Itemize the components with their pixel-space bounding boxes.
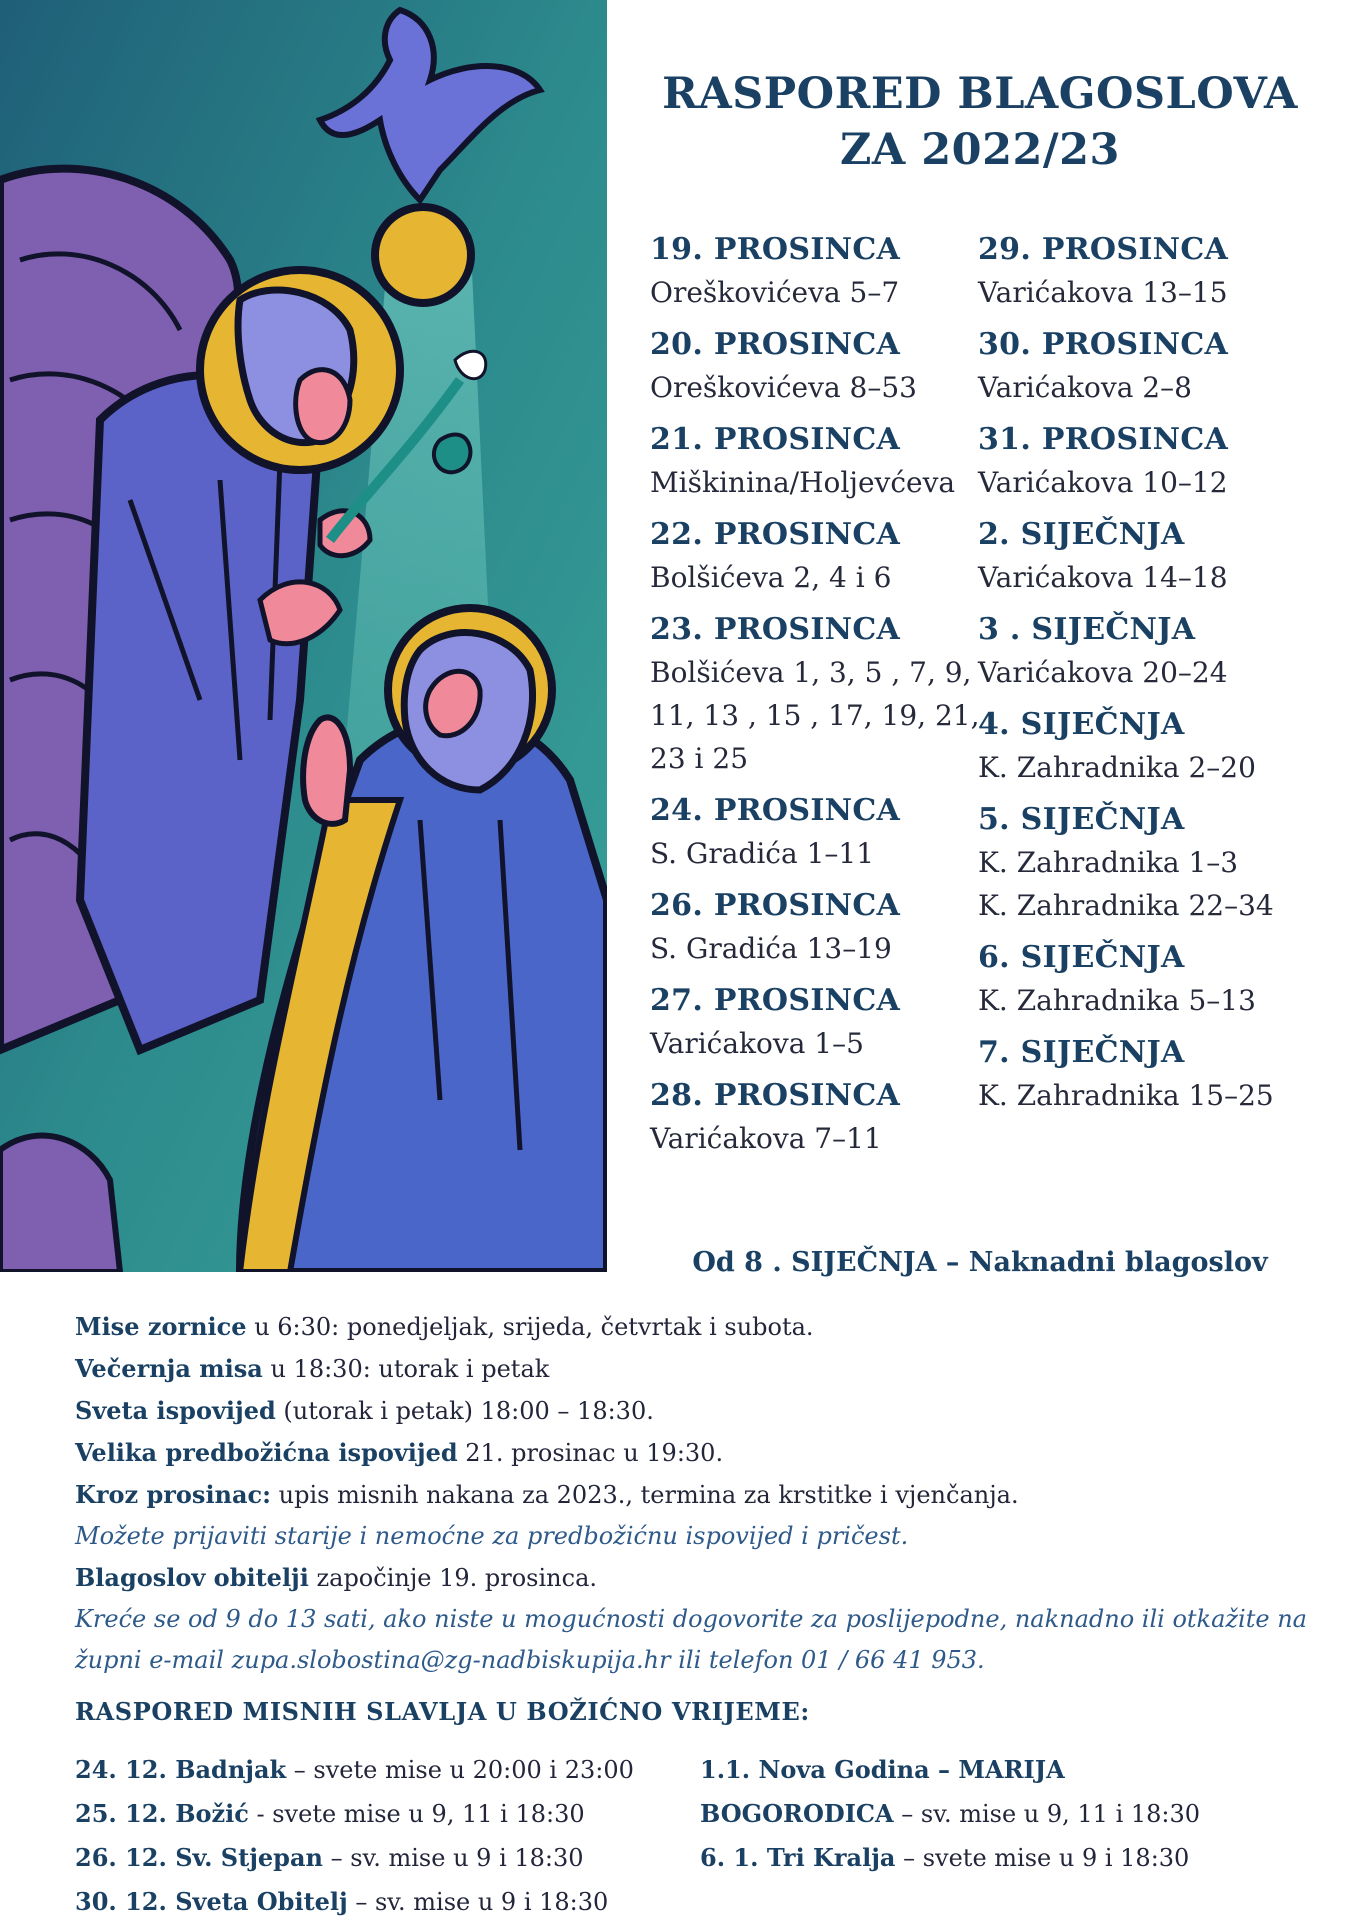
info-text: u 6:30: ponedjeljak, srijeda, četvrtak i subota. xyxy=(246,1313,814,1341)
schedule-street: Varićakova 7–11 xyxy=(650,1122,882,1155)
info-velika-ispovijed xyxy=(75,1432,1335,1474)
info-kroz-prosinac xyxy=(75,1474,1335,1516)
mass-day: 24. 12. Badnjak xyxy=(75,1755,287,1784)
info-label: Velika predbožićna ispovijed xyxy=(75,1438,458,1467)
mass-item xyxy=(700,1748,1200,1792)
mass-day: 25. 12. Božić xyxy=(75,1799,249,1828)
schedule-street: Varićakova 13–15 xyxy=(978,276,1228,309)
mass-day: BOGORODICA xyxy=(700,1799,894,1828)
schedule-street: K. Zahradnika 2–20 xyxy=(978,751,1256,784)
schedule-entry xyxy=(650,419,980,504)
schedule-entry xyxy=(978,937,1308,1022)
schedule-entry xyxy=(650,324,980,409)
mass-times: – svete mise u 20:00 i 23:00 xyxy=(286,1756,634,1784)
schedule-date: 30. PROSINCA xyxy=(978,327,1229,362)
schedule-street: 11, 13 , 15 , 17, 19, 21, xyxy=(650,699,980,732)
schedule-street: Varićakova 10–12 xyxy=(978,466,1228,499)
schedule-date: 6. SIJEČNJA xyxy=(978,940,1185,975)
mass-times: - svete mise u 9, 11 i 18:30 xyxy=(248,1800,585,1828)
schedule-date: 24. PROSINCA xyxy=(650,793,901,828)
schedule-entry xyxy=(650,1075,980,1160)
schedule-entry xyxy=(978,229,1308,314)
schedule-street: K. Zahradnika 1–3 xyxy=(978,846,1239,879)
mass-item xyxy=(75,1836,634,1880)
info-label: Sveta ispovijed xyxy=(75,1396,276,1425)
schedule-street: Bolšićeva 2, 4 i 6 xyxy=(650,561,892,594)
schedule-entry xyxy=(978,609,1308,694)
schedule-entry xyxy=(978,704,1308,789)
info-label: Mise zornice xyxy=(75,1312,247,1341)
mass-day: 6. 1. Tri Kralja xyxy=(700,1843,896,1872)
schedule-date: 29. PROSINCA xyxy=(978,232,1229,267)
schedule-entry xyxy=(978,1032,1308,1117)
schedule-date: 21. PROSINCA xyxy=(650,422,901,457)
schedule-street: S. Gradića 13–19 xyxy=(650,932,892,965)
mass-day: 30. 12. Sveta Obitelj xyxy=(75,1887,348,1916)
mass-times: – sv. mise u 9, 11 i 18:30 xyxy=(893,1800,1201,1828)
schedule-entry xyxy=(650,980,980,1065)
info-text: (utorak i petak) 18:00 – 18:30. xyxy=(275,1397,654,1425)
schedule-entry xyxy=(978,799,1308,927)
schedule-entry xyxy=(978,514,1308,599)
mass-item xyxy=(75,1792,634,1836)
mass-item xyxy=(75,1880,634,1924)
info-note-line-2: župni e-mail zupa.slobostina@zg-nadbiskupija.hr ili telefon 01 / 66 41 953. xyxy=(75,1646,985,1674)
schedule-street: Varićakova 20–24 xyxy=(978,656,1228,689)
schedule-left-column xyxy=(650,229,980,1170)
schedule-street: Varićakova 1–5 xyxy=(650,1027,864,1060)
info-text: 21. prosinac u 19:30. xyxy=(457,1439,724,1467)
schedule-date: 22. PROSINCA xyxy=(650,517,901,552)
info-vecernja-misa xyxy=(75,1348,1335,1390)
mass-schedule-right xyxy=(700,1748,1200,1880)
info-text: upis misnih nakana za 2023., termina za krstitke i vjenčanja. xyxy=(271,1481,1019,1509)
mass-schedule-heading: RASPORED MISNIH SLAVLJA U BOŽIĆNO VRIJEME: xyxy=(75,1697,810,1726)
schedule-entry xyxy=(978,419,1308,504)
schedule-street: Varićakova 14–18 xyxy=(978,561,1228,594)
mass-item xyxy=(75,1748,634,1792)
schedule-street: Miškinina/Holjevćeva xyxy=(650,466,956,499)
schedule-street: K. Zahradnika 15–25 xyxy=(978,1079,1274,1112)
info-note-line-1: Kreće se od 9 do 13 sati, ako niste u mogućnosti dogovorite za poslijepodne, naknadno ili otkažite na xyxy=(75,1605,1307,1633)
info-section xyxy=(75,1306,1335,1681)
schedule-date: 4. SIJEČNJA xyxy=(978,707,1185,742)
schedule-date: 5. SIJEČNJA xyxy=(978,802,1185,837)
info-label: Večernja misa xyxy=(75,1354,263,1383)
schedule-street: K. Zahradnika 5–13 xyxy=(978,984,1256,1017)
schedule-date: 31. PROSINCA xyxy=(978,422,1229,457)
schedule-date: 19. PROSINCA xyxy=(650,232,901,267)
schedule-entry xyxy=(650,229,980,314)
schedule-street: S. Gradića 1–11 xyxy=(650,837,875,870)
mass-day: 26. 12. Sv. Stjepan xyxy=(75,1843,323,1872)
schedule-entry xyxy=(650,790,980,875)
mass-times: – sv. mise u 9 i 18:30 xyxy=(347,1888,609,1916)
schedule-entry xyxy=(650,885,980,970)
schedule-street: 23 i 25 xyxy=(650,742,749,775)
info-note-ispovijed: Možete prijaviti starije i nemoćne za predbožićnu ispovijed i pričest. xyxy=(75,1522,909,1550)
schedule-date: 28. PROSINCA xyxy=(650,1078,901,1113)
info-blagoslov-obitelji xyxy=(75,1557,1335,1599)
schedule-date: 7. SIJEČNJA xyxy=(978,1035,1185,1070)
schedule-date: 2. SIJEČNJA xyxy=(978,517,1185,552)
schedule-date: 20. PROSINCA xyxy=(650,327,901,362)
mass-times: – svete mise u 9 i 18:30 xyxy=(895,1844,1190,1872)
info-mise-zornice xyxy=(75,1306,1335,1348)
schedule-date: 23. PROSINCA xyxy=(650,612,901,647)
info-text: u 18:30: utorak i petak xyxy=(262,1355,550,1383)
info-label: Blagoslov obitelji xyxy=(75,1563,309,1592)
title-line-1: RASPORED BLAGOSLOVA xyxy=(662,69,1298,119)
page-title xyxy=(620,66,1340,178)
mass-times: – sv. mise u 9 i 18:30 xyxy=(322,1844,584,1872)
title-line-2: ZA 2022/23 xyxy=(840,125,1120,175)
schedule-entry xyxy=(978,324,1308,409)
schedule-date: 3 . SIJEČNJA xyxy=(978,612,1196,647)
schedule-entry xyxy=(650,609,980,780)
info-sveta-ispovijed xyxy=(75,1390,1335,1432)
schedule-street: Varićakova 2–8 xyxy=(978,371,1192,404)
schedule-street: Oreškovićeva 8–53 xyxy=(650,371,917,404)
info-label: Kroz prosinac: xyxy=(75,1480,272,1509)
schedule-date: 26. PROSINCA xyxy=(650,888,901,923)
mass-item xyxy=(700,1792,1200,1836)
info-text: započinje 19. prosinca. xyxy=(308,1564,598,1592)
schedule-street: Bolšićeva 1, 3, 5 , 7, 9, xyxy=(650,656,972,689)
schedule-right-column xyxy=(978,229,1308,1127)
mass-schedule-left xyxy=(75,1748,634,1924)
later-blessing-note: Od 8 . SIJEČNJA – Naknadni blagoslov xyxy=(692,1247,1268,1278)
schedule-entry xyxy=(650,514,980,599)
mass-item xyxy=(700,1836,1200,1880)
schedule-street: Oreškovićeva 5–7 xyxy=(650,276,900,309)
schedule-date: 27. PROSINCA xyxy=(650,983,901,1018)
schedule-street: K. Zahradnika 22–34 xyxy=(978,889,1274,922)
annunciation-artwork xyxy=(0,0,607,1272)
mass-day: 1.1. Nova Godina – MARIJA xyxy=(700,1755,1065,1784)
